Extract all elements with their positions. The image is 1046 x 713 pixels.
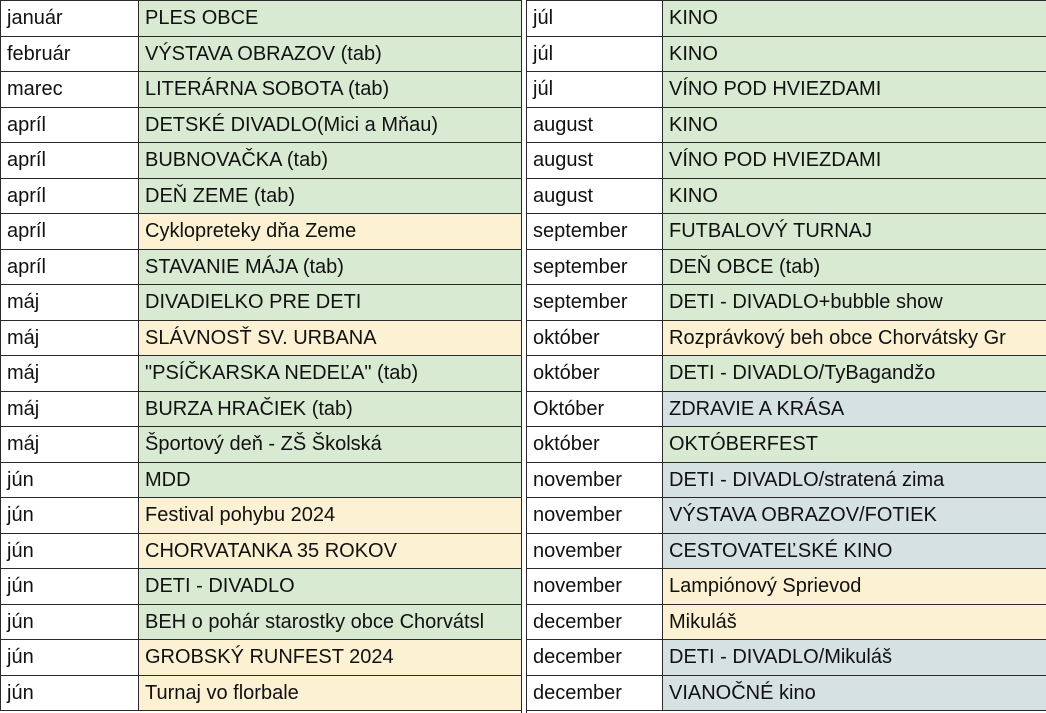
left-table-body [1,1,523,711]
left-table-row [1,107,523,143]
month-cell[interactable]: november [527,462,663,498]
month-cell[interactable]: august [527,143,663,179]
month-cell[interactable]: máj [1,427,139,463]
month-cell[interactable]: október [527,320,663,356]
left-table-row [1,498,523,534]
right-table-row [527,178,1046,214]
event-cell[interactable]: Rozprávkový beh obce Chorvátsky Gr [663,320,1046,356]
event-cell[interactable]: DETI - DIVADLO/Mikuláš [663,640,1046,676]
left-table-row [1,356,523,392]
left-table-row [1,36,523,72]
right-table-row [527,214,1046,250]
month-cell[interactable]: október [527,427,663,463]
right-table-row [527,675,1046,711]
event-cell[interactable]: Športový deň - ZŠ Školská [139,427,523,463]
month-cell[interactable]: december [527,604,663,640]
month-cell[interactable]: apríl [1,107,139,143]
month-cell[interactable]: august [527,107,663,143]
event-cell[interactable]: BEH o pohár starostky obce Chorvátsl [139,604,523,640]
event-cell[interactable]: Festival pohybu 2024 [139,498,523,534]
event-cell[interactable]: DEŇ ZEME (tab) [139,178,523,214]
event-cell[interactable]: DETI - DIVADLO [139,569,523,605]
month-cell[interactable]: február [1,36,139,72]
event-cell[interactable]: Cyklopreteky dňa Zeme [139,214,523,250]
event-cell[interactable]: GROBSKÝ RUNFEST 2024 [139,640,523,676]
right-table-row [527,320,1046,356]
left-table-row [1,143,523,179]
left-table-row [1,675,523,711]
event-cell[interactable]: DETI - DIVADLO+bubble show [663,285,1046,321]
event-cell[interactable]: FUTBALOVÝ TURNAJ [663,214,1046,250]
right-table-row [527,427,1046,463]
event-cell[interactable]: VIANOČNÉ kino [663,675,1046,711]
month-cell[interactable]: júl [527,1,663,37]
month-cell[interactable]: december [527,675,663,711]
event-cell[interactable]: OKTÓBERFEST [663,427,1046,463]
right-table-row [527,569,1046,605]
month-cell[interactable]: máj [1,285,139,321]
right-table-row [527,356,1046,392]
left-table-row [1,533,523,569]
month-cell[interactable]: jún [1,462,139,498]
event-cell[interactable]: VÝSTAVA OBRAZOV (tab) [139,36,523,72]
month-cell[interactable]: apríl [1,249,139,285]
month-cell[interactable]: jún [1,640,139,676]
month-cell[interactable]: júl [527,36,663,72]
left-table-row [1,285,523,321]
month-cell[interactable]: jún [1,498,139,534]
event-cell[interactable]: BUBNOVAČKA (tab) [139,143,523,179]
event-cell[interactable]: PLES OBCE [139,1,523,37]
left-table-row [1,320,523,356]
month-cell[interactable]: september [527,285,663,321]
right-table-row [527,498,1046,534]
event-cell[interactable]: Lampiónový Sprievod [663,569,1046,605]
right-table-row [527,36,1046,72]
month-cell[interactable]: október [527,356,663,392]
event-cell[interactable]: KINO [663,107,1046,143]
month-cell[interactable]: december [527,640,663,676]
right-table-row [527,604,1046,640]
right-table-row [527,640,1046,676]
left-table-row [1,1,523,37]
left-table-row [1,214,523,250]
event-cell[interactable]: ZDRAVIE A KRÁSA [663,391,1046,427]
left-table-row [1,391,523,427]
event-cell[interactable]: LITERÁRNA SOBOTA (tab) [139,72,523,108]
left-table-row [1,249,523,285]
month-cell[interactable]: jún [1,604,139,640]
event-cell[interactable]: Mikuláš [663,604,1046,640]
right-table-row [527,249,1046,285]
month-cell[interactable]: apríl [1,214,139,250]
event-cell[interactable]: CHORVATANKA 35 ROKOV [139,533,523,569]
event-cell[interactable]: VÍNO POD HVIEZDAMI [663,143,1046,179]
right-table-row [527,533,1046,569]
right-table-row [527,1,1046,37]
right-table-row [527,285,1046,321]
right-table-row [527,143,1046,179]
month-cell[interactable]: máj [1,356,139,392]
month-cell[interactable]: jún [1,569,139,605]
month-cell[interactable]: september [527,214,663,250]
event-cell[interactable]: VÍNO POD HVIEZDAMI [663,72,1046,108]
month-cell[interactable]: máj [1,391,139,427]
event-cell[interactable]: DETI - DIVADLO/stratená zima [663,462,1046,498]
event-cell[interactable]: VÝSTAVA OBRAZOV/FOTIEK [663,498,1046,534]
event-cell[interactable]: BURZA HRAČIEK (tab) [139,391,523,427]
event-cell[interactable]: SLÁVNOSŤ SV. URBANA [139,320,523,356]
left-table-row [1,462,523,498]
left-table-row [1,427,523,463]
event-cell[interactable]: KINO [663,178,1046,214]
event-cell[interactable]: STAVANIE MÁJA (tab) [139,249,523,285]
left-table-row [1,178,523,214]
left-events-table [0,0,523,711]
right-table-row [527,72,1046,108]
right-table-row [527,107,1046,143]
left-table-row [1,569,523,605]
right-events-table [526,0,1046,711]
event-cell[interactable]: MDD [139,462,523,498]
left-table-row [1,72,523,108]
month-cell[interactable]: august [527,178,663,214]
event-cell[interactable]: DETSKÉ DIVADLO(Mici a Mňau) [139,107,523,143]
event-cell[interactable]: DIVADIELKO PRE DETI [139,285,523,321]
event-cell[interactable]: CESTOVATEĽSKÉ KINO [663,533,1046,569]
event-cell[interactable]: KINO [663,1,1046,37]
event-cell[interactable]: "PSÍČKARSKA NEDEĽA" (tab) [139,356,523,392]
month-cell[interactable]: november [527,569,663,605]
month-cell[interactable]: september [527,249,663,285]
right-table-body [527,1,1046,711]
month-cell[interactable]: apríl [1,178,139,214]
month-cell[interactable]: jún [1,675,139,711]
left-table-row [1,604,523,640]
right-table-row [527,391,1046,427]
month-cell[interactable]: január [1,1,139,37]
event-cell[interactable]: DETI - DIVADLO/TyBagandžo [663,356,1046,392]
event-cell[interactable]: DEŇ OBCE (tab) [663,249,1046,285]
month-cell[interactable]: máj [1,320,139,356]
month-cell[interactable]: november [527,533,663,569]
event-cell[interactable]: KINO [663,36,1046,72]
month-cell[interactable]: november [527,498,663,534]
event-cell[interactable]: Turnaj vo florbale [139,675,523,711]
month-cell[interactable]: Október [527,391,663,427]
month-cell[interactable]: apríl [1,143,139,179]
month-cell[interactable]: marec [1,72,139,108]
left-table-row [1,640,523,676]
month-cell[interactable]: júl [527,72,663,108]
right-table-row [527,462,1046,498]
month-cell[interactable]: jún [1,533,139,569]
